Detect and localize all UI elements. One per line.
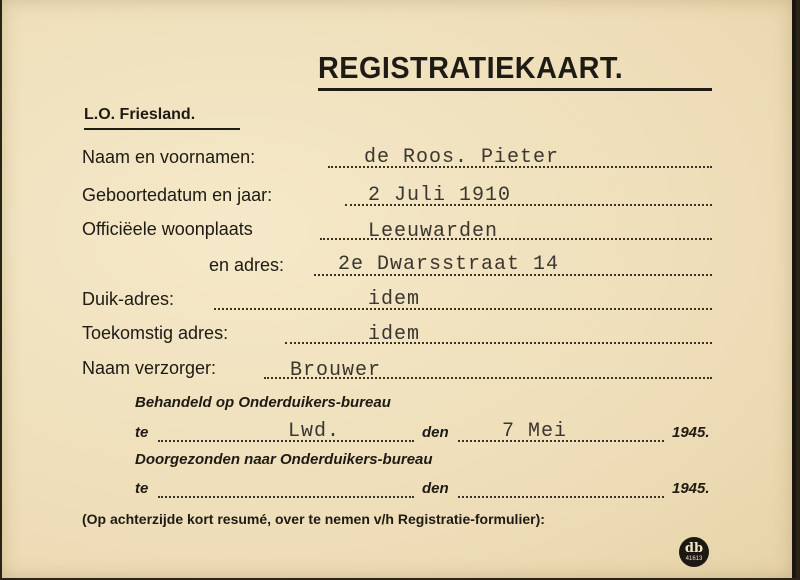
footnote: (Op achterzijde kort resumé, over te nemen v/h Registratie-formulier): bbox=[82, 511, 545, 527]
doorgezonden-den-line bbox=[458, 496, 664, 498]
card-title: REGISTRATIEKAART. bbox=[318, 50, 624, 85]
field-verzorger-label: Naam verzorger: bbox=[82, 358, 217, 378]
behandeld-year: 1945. bbox=[672, 424, 710, 441]
doorgezonden-te-label: te bbox=[135, 480, 149, 497]
field-toekomstig-line bbox=[285, 342, 712, 344]
doorgezonden-year: 1945. bbox=[672, 480, 710, 497]
printer-logo-code: 41613 bbox=[685, 556, 703, 562]
field-toekomstig-value: idem bbox=[368, 323, 421, 346]
registration-card bbox=[2, 0, 796, 578]
doorgezonden-te-line bbox=[158, 496, 414, 498]
field-woonplaats-label: Officiëele woonplaats bbox=[82, 219, 253, 239]
printer-logo bbox=[679, 537, 709, 567]
organization-name: L.O. Friesland. bbox=[84, 106, 196, 123]
field-duik-value: idem bbox=[368, 288, 421, 311]
behandeld-den-label: den bbox=[422, 424, 449, 441]
behandeld-te-label: te bbox=[135, 424, 149, 441]
field-geboorte-value: 2 Juli 1910 bbox=[368, 184, 512, 207]
field-duik-line bbox=[214, 308, 712, 310]
field-naam-label: Naam en voornamen: bbox=[82, 147, 256, 167]
behandeld-te-value: Lwd. bbox=[288, 420, 341, 443]
doorgezonden-heading: Doorgezonden naar Onderduikers-bureau bbox=[135, 451, 433, 468]
behandeld-den-value: 7 Mei bbox=[502, 420, 568, 443]
organization-underline bbox=[84, 128, 240, 130]
field-geboorte-label: Geboortedatum en jaar: bbox=[82, 185, 273, 205]
doorgezonden-den-label: den bbox=[422, 480, 449, 497]
title-underline bbox=[318, 88, 712, 91]
behandeld-heading: Behandeld op Onderduikers-bureau bbox=[135, 394, 391, 411]
field-naam-value: de Roos. Pieter bbox=[364, 146, 560, 169]
field-verzorger-value: Brouwer bbox=[290, 359, 382, 382]
field-adres-value: 2e Dwarsstraat 14 bbox=[338, 253, 560, 276]
field-duik-label: Duik-adres: bbox=[82, 289, 175, 309]
printer-logo-mark: db bbox=[684, 541, 704, 556]
behandeld-te-line bbox=[158, 440, 414, 442]
field-woonplaats-value: Leeuwarden bbox=[368, 220, 499, 243]
field-adres-label: en adres: bbox=[209, 255, 285, 275]
field-toekomstig-label: Toekomstig adres: bbox=[82, 323, 229, 343]
